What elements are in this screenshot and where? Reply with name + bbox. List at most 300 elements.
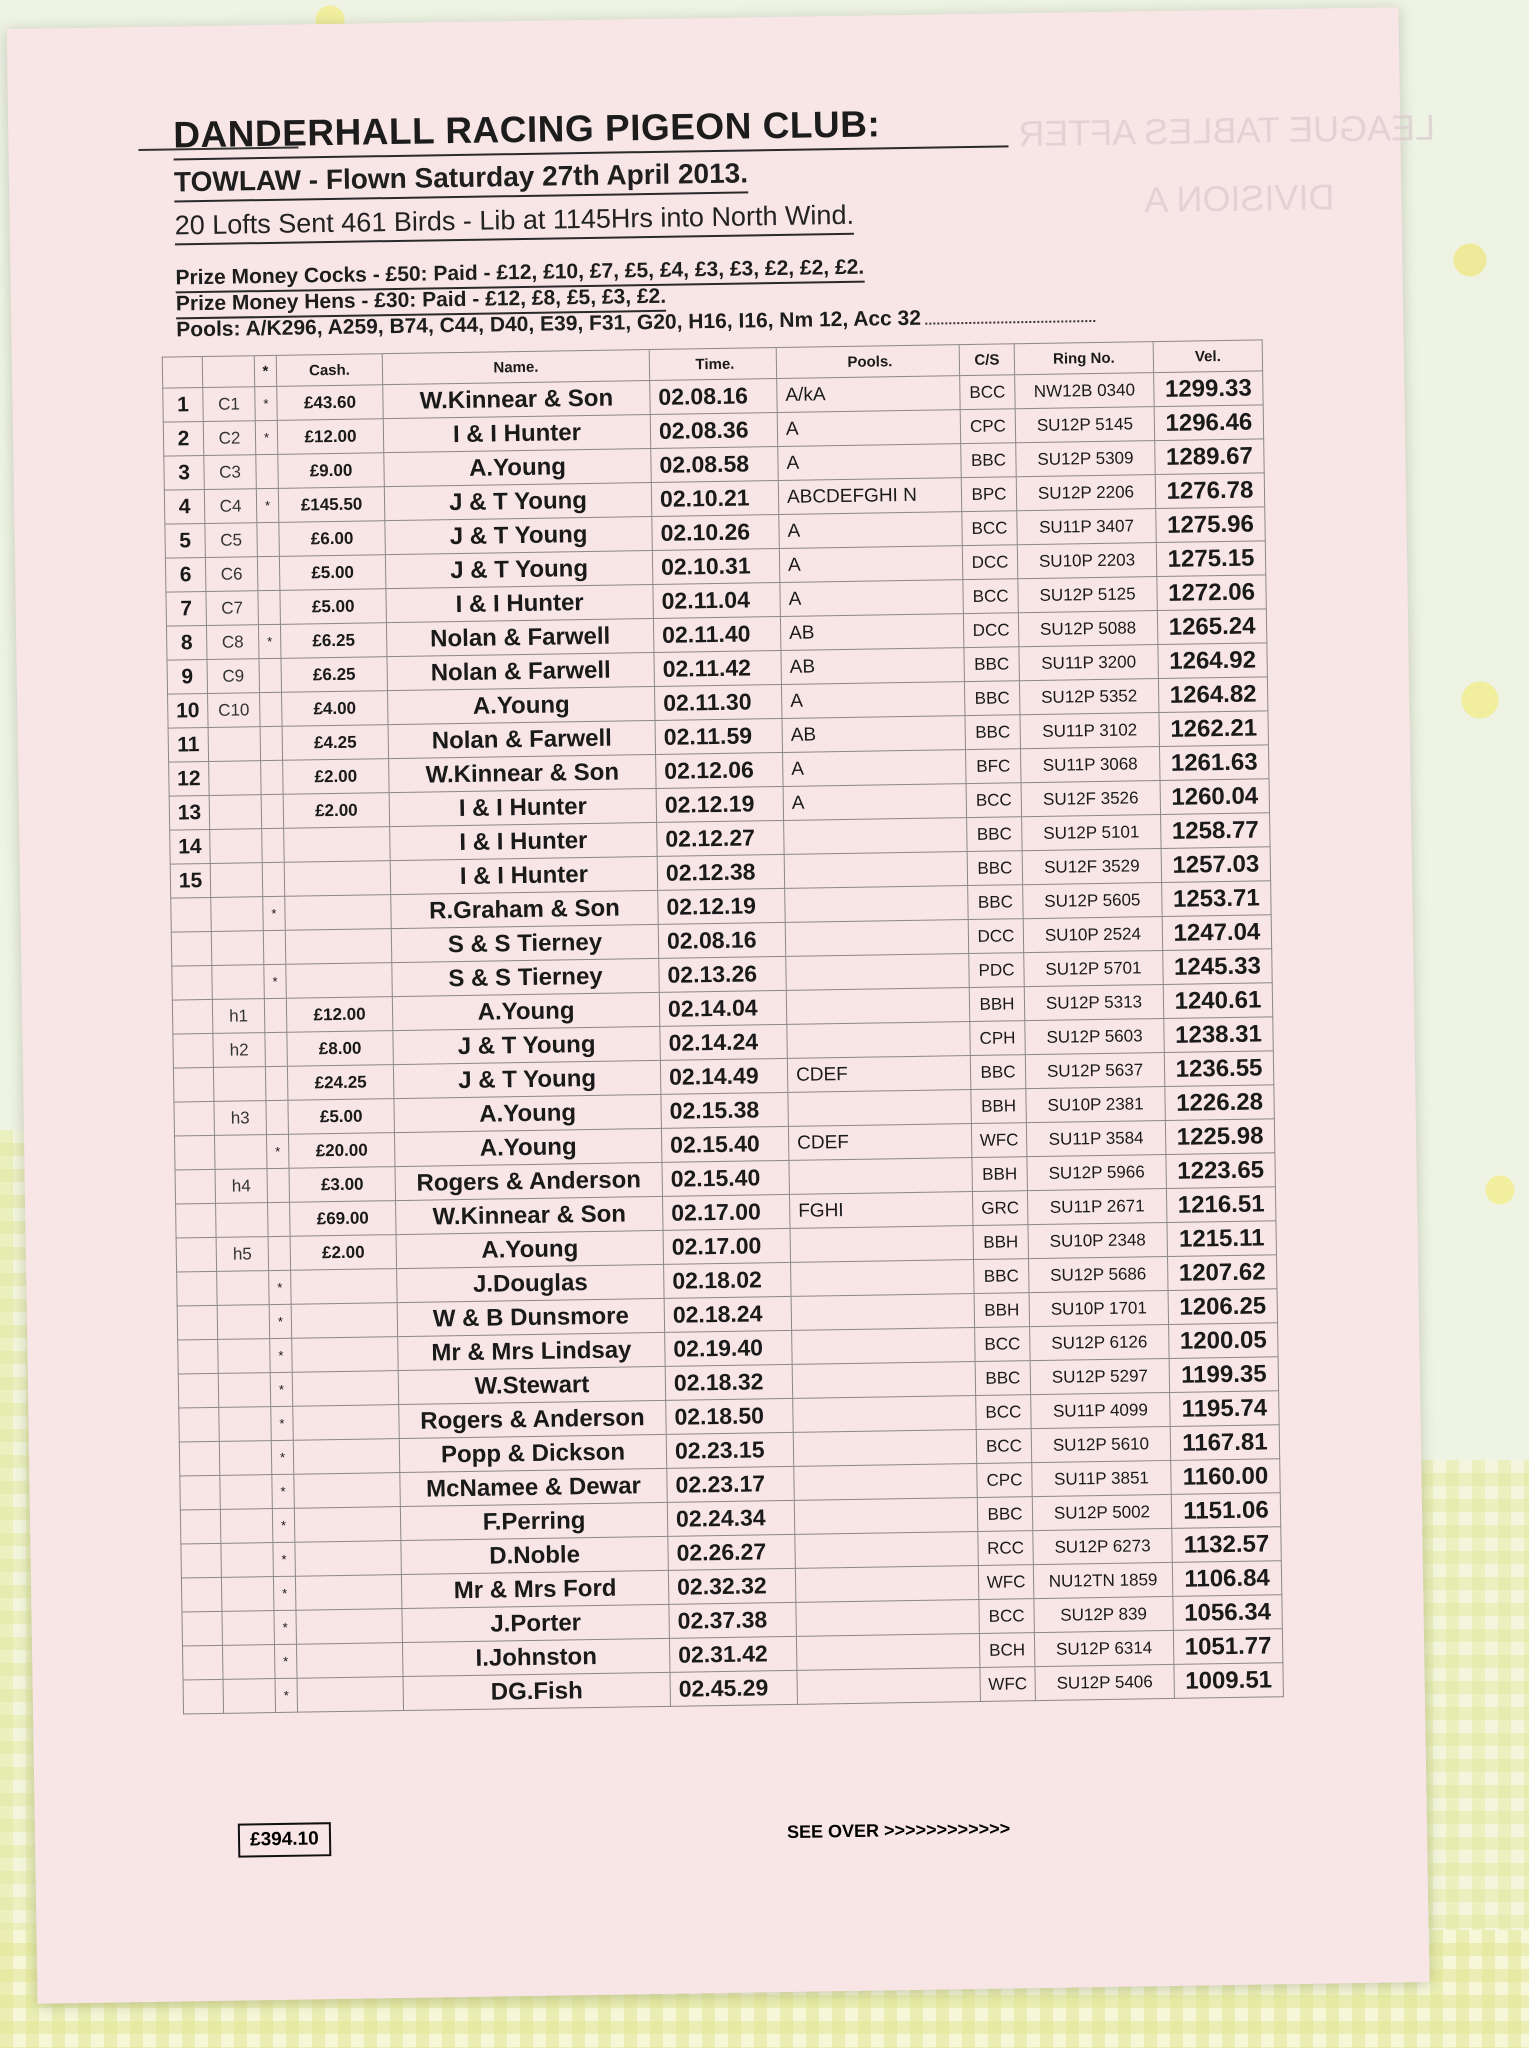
cell-velocity: 1260.04 (1160, 779, 1270, 815)
cell-pools (794, 1497, 978, 1534)
cell-pools: A (783, 750, 967, 787)
cell-category (218, 1373, 271, 1408)
cell-cs: BBH (972, 1157, 1028, 1192)
cell-position (178, 1339, 219, 1374)
cell-star (267, 1168, 290, 1202)
cell-time: 02.17.00 (662, 1194, 790, 1230)
cell-pools: A (779, 546, 963, 583)
cell-category: C2 (203, 421, 256, 456)
cell-ring: SU12P 5309 (1016, 441, 1156, 477)
cell-ring: SU11P 3068 (1021, 747, 1161, 783)
cell-pools (792, 1328, 976, 1365)
cell-position (174, 1135, 215, 1170)
cell-star: * (274, 1644, 297, 1678)
cell-category (211, 931, 264, 966)
cell-star: * (255, 386, 278, 420)
cell-velocity: 1199.35 (1169, 1357, 1279, 1393)
cell-velocity: 1257.03 (1161, 847, 1271, 883)
cell-name: F.Perring (400, 1502, 668, 1540)
cell-ring: SU12P 5605 (1023, 883, 1163, 919)
cell-cash: £6.00 (279, 521, 386, 557)
cell-pools (795, 1531, 979, 1568)
cell-cash (294, 1473, 401, 1509)
cell-ring: SU10P 2381 (1026, 1086, 1166, 1122)
cell-ring: SU12P 5101 (1022, 815, 1162, 851)
cell-star: * (269, 1304, 292, 1338)
cell-star: * (271, 1406, 294, 1440)
cell-star (259, 658, 282, 692)
cell-time: 02.12.38 (657, 854, 785, 890)
cell-position: 5 (165, 524, 206, 559)
cell-cs: BCC (963, 579, 1019, 614)
cell-velocity: 1275.15 (1156, 541, 1266, 577)
cell-velocity: 1225.98 (1165, 1119, 1275, 1155)
cell-pools: A (777, 410, 961, 447)
cell-ring: SU12P 5406 (1035, 1664, 1175, 1700)
cell-position (178, 1373, 219, 1408)
cell-ring: NU12TN 1859 (1033, 1562, 1173, 1598)
cell-time: 02.10.31 (652, 548, 780, 584)
cell-category (221, 1577, 274, 1612)
cell-velocity: 1245.33 (1163, 949, 1273, 985)
cell-category (209, 761, 262, 796)
cell-ring: SU12P 5145 (1015, 407, 1155, 443)
cell-cs: BBC (977, 1497, 1033, 1532)
cell-cash: £69.00 (290, 1201, 397, 1237)
cell-star (263, 930, 286, 964)
cell-ring: SU10P 2203 (1017, 543, 1157, 579)
cell-category (216, 1203, 269, 1238)
cell-pools (789, 1158, 973, 1195)
cell-cash (291, 1303, 398, 1339)
cell-name: A.Young (394, 1128, 662, 1166)
cell-star: * (256, 488, 279, 522)
cell-ring: SU11P 3102 (1020, 713, 1160, 749)
cell-cash (293, 1405, 400, 1441)
cell-cs: BBH (971, 1089, 1027, 1124)
cell-velocity: 1276.78 (1155, 473, 1265, 509)
cell-cash (293, 1439, 400, 1475)
cell-time: 02.24.34 (667, 1500, 795, 1536)
cell-cs: GRC (972, 1191, 1028, 1226)
cell-pools (784, 852, 968, 889)
cell-position (173, 1033, 214, 1068)
cell-velocity: 1226.28 (1165, 1085, 1275, 1121)
cell-position: 2 (163, 422, 204, 457)
cell-velocity: 1238.31 (1164, 1017, 1274, 1053)
cell-category: h3 (214, 1101, 267, 1136)
cell-time: 02.12.19 (658, 888, 786, 924)
cell-cs: BBC (961, 443, 1017, 478)
cell-pools: AB (781, 648, 965, 685)
cell-ring: SU12P 5002 (1032, 1494, 1172, 1530)
cell-pools (788, 1090, 972, 1127)
cell-name: J & T Young (393, 1026, 661, 1064)
cell-velocity: 1247.04 (1162, 915, 1272, 951)
cell-time: 02.14.04 (659, 990, 787, 1026)
cell-cash (294, 1507, 401, 1543)
cell-position (172, 999, 213, 1034)
cell-pools (794, 1463, 978, 1500)
cell-cs: BCC (975, 1327, 1031, 1362)
show-through-text-2: DIVISION A (1144, 176, 1335, 221)
cell-pools: ABCDEFGHI N (778, 478, 962, 515)
cell-category: h2 (213, 1033, 266, 1068)
results-table (162, 339, 1284, 1714)
cell-cs: PDC (969, 953, 1025, 988)
cell-pools: A (781, 682, 965, 719)
cell-cs: BBH (974, 1293, 1030, 1328)
cell-position (180, 1475, 221, 1510)
cell-cs: BBC (968, 885, 1024, 920)
cell-position (179, 1441, 220, 1476)
cell-category: C7 (206, 591, 259, 626)
cell-position (180, 1509, 221, 1544)
cell-cs: BCC (962, 511, 1018, 546)
cell-cs: CPC (977, 1463, 1033, 1498)
cell-time: 02.11.30 (654, 684, 782, 720)
cell-cash (295, 1541, 402, 1577)
cell-position (182, 1645, 223, 1680)
cell-name: I & I Hunter (390, 822, 658, 860)
cell-cs: BBC (970, 1055, 1026, 1090)
cell-category (209, 795, 262, 830)
cell-name: W.Kinnear & Son (396, 1196, 664, 1234)
cell-position (172, 965, 213, 1000)
cell-star: * (272, 1474, 295, 1508)
cell-star: * (266, 1134, 289, 1168)
cell-star (265, 1066, 288, 1100)
cell-name: J & T Young (385, 550, 653, 588)
total-cash-box: £394.10 (238, 1822, 331, 1857)
cell-time: 02.18.24 (664, 1296, 792, 1332)
cell-cash (285, 929, 392, 965)
cell-cash (292, 1337, 399, 1373)
cell-ring: SU12P 5603 (1025, 1018, 1165, 1054)
cell-name: D.Noble (401, 1536, 669, 1574)
cell-cash: £43.60 (277, 385, 384, 421)
cell-category: C4 (204, 489, 257, 524)
cell-time: 02.12.06 (656, 752, 784, 788)
cell-cash: £4.00 (282, 691, 389, 727)
cell-time: 02.11.04 (653, 582, 781, 618)
cell-category (219, 1407, 272, 1442)
cell-position: 13 (169, 795, 210, 830)
cell-cs: CPC (960, 409, 1016, 444)
show-through-text-1: LEAGUE TABLES AFTER (1018, 106, 1436, 155)
cell-position (171, 931, 212, 966)
cell-cs: BBH (969, 987, 1025, 1022)
cell-position (181, 1543, 222, 1578)
cell-name: A.Young (388, 686, 656, 724)
cell-star (265, 1032, 288, 1066)
cell-star: * (275, 1678, 298, 1712)
cell-pools: A (779, 512, 963, 549)
header-name: Name. (382, 349, 649, 384)
cell-pools (793, 1396, 977, 1433)
cell-ring: SU11P 3584 (1026, 1120, 1166, 1156)
cell-ring: SU12P 5701 (1024, 951, 1164, 987)
cell-velocity: 1132.57 (1172, 1527, 1282, 1563)
cell-time: 02.26.27 (668, 1534, 796, 1570)
cell-name: Mr & Mrs Ford (401, 1570, 669, 1608)
cell-cash: £6.25 (281, 657, 388, 693)
cell-position: 15 (170, 863, 211, 898)
cell-name: W.Kinnear & Son (383, 380, 651, 418)
cell-category (222, 1645, 275, 1680)
cell-cs: BCC (976, 1395, 1032, 1430)
cell-time: 02.08.36 (650, 412, 778, 448)
cell-velocity: 1262.21 (1159, 711, 1269, 747)
club-title: DANDERHALL RACING PIGEON CLUB: (172, 103, 881, 156)
cell-ring: SU12P 6126 (1030, 1324, 1170, 1360)
cell-time: 02.10.21 (651, 480, 779, 516)
cell-category: C3 (204, 455, 257, 490)
cell-cs: BBC (975, 1361, 1031, 1396)
cell-position (177, 1305, 218, 1340)
cell-name: I & I Hunter (383, 414, 651, 452)
cell-cs: RCC (978, 1531, 1034, 1566)
cell-name: J & T Young (393, 1060, 661, 1098)
cell-pools (787, 1022, 971, 1059)
cell-ring: SU12P 839 (1034, 1596, 1174, 1632)
cell-time: 02.08.16 (650, 379, 778, 415)
cell-name: S & S Tierney (391, 924, 659, 962)
prize-money-hens: Prize Money Hens - £30: Paid - £12, £8, £5, £3, £2. (176, 285, 667, 320)
cell-name: DG.Fish (403, 1672, 671, 1710)
cell-cash: £24.25 (287, 1065, 394, 1101)
cell-velocity: 1215.11 (1167, 1221, 1277, 1257)
cell-cash: £5.00 (279, 555, 386, 591)
cell-category: h4 (215, 1169, 268, 1204)
cell-cash (291, 1269, 398, 1305)
cell-cash: £20.00 (288, 1133, 395, 1169)
cell-category (211, 897, 264, 932)
cell-cash: £8.00 (287, 1031, 394, 1067)
cell-time: 02.23.15 (666, 1432, 794, 1468)
cell-position (183, 1679, 224, 1714)
cell-star (261, 794, 284, 828)
cell-velocity: 1009.51 (1174, 1663, 1284, 1699)
cell-star (268, 1236, 291, 1270)
cell-star: * (274, 1610, 297, 1644)
cell-pools (796, 1599, 980, 1636)
cell-cash: £2.00 (283, 759, 390, 795)
cell-velocity: 1261.63 (1159, 745, 1269, 781)
cell-velocity: 1056.34 (1173, 1595, 1283, 1631)
cell-cs: WFC (978, 1565, 1034, 1600)
cell-category (212, 965, 265, 1000)
cell-star (262, 828, 285, 862)
cell-cs: WFC (980, 1667, 1036, 1702)
header-ring: Ring No. (1014, 342, 1153, 375)
cell-velocity: 1272.06 (1157, 575, 1267, 611)
cell-pools (785, 886, 969, 923)
cell-name: Popp & Dickson (399, 1434, 667, 1472)
cell-name: W & B Dunsmore (397, 1298, 665, 1336)
cell-velocity: 1200.05 (1169, 1323, 1279, 1359)
cell-position: 3 (164, 456, 205, 491)
header-pools: Pools. (776, 345, 959, 379)
cell-ring: SU11P 3200 (1019, 645, 1159, 681)
cell-pools (791, 1294, 975, 1331)
cell-time: 02.14.24 (660, 1024, 788, 1060)
cell-time: 02.45.29 (670, 1670, 798, 1706)
cell-ring: SU12P 5637 (1025, 1052, 1165, 1088)
cell-time: 02.08.58 (651, 446, 779, 482)
cell-name: S & S Tierney (392, 958, 660, 996)
cell-position: 6 (165, 557, 206, 592)
cell-cs: BBC (964, 647, 1020, 682)
cell-position: 11 (168, 727, 209, 762)
cell-name: I & I Hunter (390, 856, 658, 894)
cell-star (264, 998, 287, 1032)
cell-position (179, 1407, 220, 1442)
cell-velocity: 1106.84 (1172, 1561, 1282, 1597)
cell-position: 8 (166, 625, 207, 660)
cell-star (260, 692, 283, 726)
cell-cash (296, 1609, 403, 1645)
cell-star: * (273, 1576, 296, 1610)
cell-ring: SU12P 6273 (1033, 1528, 1173, 1564)
cell-ring: SU10P 2348 (1028, 1222, 1168, 1258)
cell-velocity: 1206.25 (1168, 1289, 1278, 1325)
cell-star (260, 726, 283, 760)
cell-star (257, 522, 280, 556)
cell-cs: BPC (961, 477, 1017, 512)
cell-time: 02.17.00 (663, 1228, 791, 1264)
cell-name: J.Douglas (397, 1264, 665, 1302)
cell-category (222, 1611, 275, 1646)
cell-ring: SU11P 3851 (1032, 1460, 1172, 1496)
cell-name: Rogers & Anderson (399, 1400, 667, 1438)
cell-position: 12 (169, 761, 210, 796)
cell-velocity: 1051.77 (1173, 1629, 1283, 1665)
cell-position: 7 (166, 591, 207, 626)
race-subtitle: TOWLAW - Flown Saturday 27th April 2013. (174, 157, 749, 202)
gingham-fabric-right (1420, 1460, 1529, 1930)
cell-name: A.Young (384, 448, 652, 486)
cell-time: 02.23.17 (667, 1466, 795, 1502)
cell-velocity: 1167.81 (1170, 1425, 1280, 1461)
cell-cs: BBC (964, 681, 1020, 716)
cell-pools (785, 920, 969, 957)
cell-cs: BCC (960, 375, 1016, 410)
cell-name: McNamee & Dewar (400, 1468, 668, 1506)
cell-ring: SU11P 2671 (1027, 1188, 1167, 1224)
cell-pools (793, 1429, 977, 1466)
cell-velocity: 1258.77 (1161, 813, 1271, 849)
cell-cs: BCC (976, 1429, 1032, 1464)
cell-pools (796, 1633, 980, 1670)
cell-time: 02.10.26 (652, 514, 780, 550)
cell-cash (292, 1371, 399, 1407)
cell-cash (295, 1575, 402, 1611)
cell-cash: £5.00 (288, 1099, 395, 1135)
cell-velocity: 1151.06 (1171, 1493, 1281, 1529)
cell-name: I & I Hunter (389, 788, 657, 826)
cell-star: * (270, 1372, 293, 1406)
cell-cash (285, 895, 392, 931)
cell-time: 02.31.42 (669, 1636, 797, 1672)
cell-velocity: 1264.82 (1158, 677, 1268, 713)
cell-cash: £145.50 (278, 487, 385, 523)
cell-category: C1 (203, 387, 256, 422)
dotted-leader (925, 320, 1095, 325)
cell-pools: AB (780, 614, 964, 651)
cell-position (181, 1577, 222, 1612)
cell-pools (784, 818, 968, 855)
pools-text: Pools: A/K296, A259, B74, C44, D40, E39, F31, G20, H16, I16, Nm 12, Acc 32 (176, 306, 922, 342)
cell-time: 02.15.38 (661, 1092, 789, 1128)
cell-cash: £3.00 (289, 1167, 396, 1203)
cell-velocity: 1253.71 (1162, 881, 1272, 917)
cell-star: * (269, 1270, 292, 1304)
cell-velocity: 1236.55 (1164, 1051, 1274, 1087)
cell-star: * (271, 1440, 294, 1474)
cell-name: R.Graham & Son (391, 890, 659, 928)
header-cash: Cash. (276, 354, 382, 387)
cell-cash: £4.25 (282, 725, 389, 761)
cell-category (217, 1305, 270, 1340)
cell-cash: £12.00 (277, 419, 384, 455)
cell-cash: £12.00 (286, 997, 393, 1033)
cell-cash: £5.00 (280, 589, 387, 625)
cell-name: J & T Young (384, 482, 652, 520)
cell-ring: SU10P 2524 (1023, 917, 1163, 953)
cell-time: 02.11.59 (655, 718, 783, 754)
cell-cash: £2.00 (290, 1235, 397, 1271)
header-cs: C/S (959, 344, 1014, 376)
cell-velocity: 1207.62 (1167, 1255, 1277, 1291)
cell-cs: BBC (967, 817, 1023, 852)
cell-cs: BBC (974, 1259, 1030, 1294)
cell-name: Nolan & Farwell (388, 720, 656, 758)
cell-velocity: 1160.00 (1171, 1459, 1281, 1495)
cell-ring: SU12P 5352 (1019, 679, 1159, 715)
cell-pools (795, 1565, 979, 1602)
cell-name: Nolan & Farwell (387, 652, 655, 690)
cell-position (176, 1203, 217, 1238)
cell-category (220, 1509, 273, 1544)
cell-cash (297, 1677, 404, 1713)
cell-cash: £2.00 (283, 793, 390, 829)
cell-pools (786, 988, 970, 1025)
cell-position (175, 1169, 216, 1204)
cell-time: 02.11.40 (653, 616, 781, 652)
cell-position: 1 (163, 388, 204, 423)
cell-name: A.Young (392, 992, 660, 1030)
cell-pools: AB (782, 716, 966, 753)
cell-category: C10 (208, 693, 261, 728)
cell-cash (296, 1643, 403, 1679)
cell-pools (786, 954, 970, 991)
cell-cash: £9.00 (278, 453, 385, 489)
cell-velocity: 1264.92 (1158, 643, 1268, 679)
cell-time: 02.15.40 (661, 1126, 789, 1162)
cell-category (214, 1135, 267, 1170)
cell-position: 4 (164, 490, 205, 525)
cell-position (177, 1271, 218, 1306)
cell-pools: FGHI (789, 1192, 973, 1229)
cell-cs: BBC (965, 715, 1021, 750)
cell-name: I.Johnston (402, 1638, 670, 1676)
cell-category: C5 (205, 523, 258, 558)
cell-category (210, 863, 263, 898)
cell-category (220, 1475, 273, 1510)
lofts-summary: 20 Lofts Sent 461 Birds - Lib at 1145Hrs into North Wind. (174, 200, 854, 246)
cell-ring: SU12P 5297 (1030, 1358, 1170, 1394)
